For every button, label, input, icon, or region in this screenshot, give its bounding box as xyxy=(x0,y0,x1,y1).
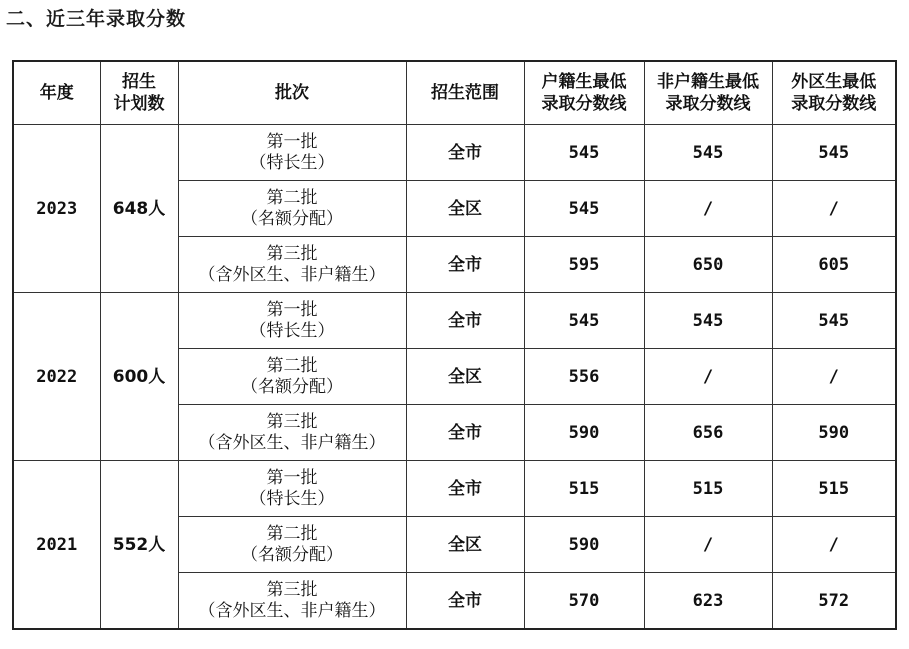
header-outdistrict-line1: 外区生最低 xyxy=(791,72,877,92)
header-local-line2: 录取分数线 xyxy=(541,94,627,114)
header-plan-line1: 招生 xyxy=(122,72,156,92)
outdistrict-score-cell: / xyxy=(772,181,896,237)
nonlocal-score-cell: / xyxy=(644,517,772,573)
plan-cell: 600人 xyxy=(100,293,178,461)
local-score-cell: 570 xyxy=(524,573,644,630)
batch-name: 第三批 xyxy=(266,243,318,264)
header-batch xyxy=(178,61,406,125)
local-score-cell: 590 xyxy=(524,517,644,573)
table-body xyxy=(13,125,896,630)
nonlocal-score-cell: / xyxy=(644,349,772,405)
batch-name: 第一批 xyxy=(266,131,318,152)
header-scope-label: 招生范围 xyxy=(431,83,499,103)
local-score-cell: 545 xyxy=(524,181,644,237)
batch-cell xyxy=(178,405,406,461)
local-score-cell: 595 xyxy=(524,237,644,293)
batch-cell xyxy=(178,181,406,237)
batch-cell xyxy=(178,573,406,630)
header-local-line1: 户籍生最低 xyxy=(541,72,627,92)
outdistrict-score-cell: 545 xyxy=(772,125,896,181)
batch-cell xyxy=(178,293,406,349)
scope-cell: 全区 xyxy=(406,349,524,405)
batch-cell xyxy=(178,237,406,293)
header-nonlocal-line2: 录取分数线 xyxy=(665,94,751,114)
header-plan-line2: 计划数 xyxy=(113,94,165,114)
header-row xyxy=(13,61,896,125)
local-score-cell: 590 xyxy=(524,405,644,461)
table-row xyxy=(13,293,896,349)
scope-cell: 全市 xyxy=(406,237,524,293)
table-header xyxy=(13,61,896,125)
outdistrict-score-cell: / xyxy=(772,517,896,573)
table-row xyxy=(13,125,896,181)
nonlocal-score-cell: 545 xyxy=(644,293,772,349)
batch-name: 第三批 xyxy=(266,579,318,600)
batch-note: （含外区生、非户籍生） xyxy=(198,600,386,621)
table-row xyxy=(13,461,896,517)
batch-note: （含外区生、非户籍生） xyxy=(198,432,386,453)
local-score-cell: 515 xyxy=(524,461,644,517)
nonlocal-score-cell: 623 xyxy=(644,573,772,630)
header-batch-label: 批次 xyxy=(275,83,309,103)
batch-name: 第二批 xyxy=(266,523,318,544)
local-score-cell: 545 xyxy=(524,125,644,181)
scope-cell: 全市 xyxy=(406,125,524,181)
batch-name: 第一批 xyxy=(266,467,318,488)
batch-note: （名额分配） xyxy=(241,376,343,397)
nonlocal-score-cell: 545 xyxy=(644,125,772,181)
nonlocal-score-cell: 515 xyxy=(644,461,772,517)
header-outdistrict-score xyxy=(772,61,896,125)
outdistrict-score-cell: / xyxy=(772,349,896,405)
year-cell: 2023 xyxy=(13,125,100,293)
nonlocal-score-cell: / xyxy=(644,181,772,237)
scope-cell: 全市 xyxy=(406,461,524,517)
nonlocal-score-cell: 650 xyxy=(644,237,772,293)
year-cell: 2021 xyxy=(13,461,100,630)
section-heading: 二、近三年录取分数 xyxy=(6,8,187,30)
header-plan xyxy=(100,61,178,125)
header-outdistrict-line2: 录取分数线 xyxy=(791,94,877,114)
plan-cell: 648人 xyxy=(100,125,178,293)
scope-cell: 全市 xyxy=(406,293,524,349)
header-year xyxy=(13,61,100,125)
scope-cell: 全区 xyxy=(406,181,524,237)
admission-score-table xyxy=(12,60,897,630)
batch-note: （名额分配） xyxy=(241,544,343,565)
batch-note: （名额分配） xyxy=(241,208,343,229)
batch-cell xyxy=(178,461,406,517)
batch-cell xyxy=(178,125,406,181)
header-year-label: 年度 xyxy=(39,83,74,103)
batch-name: 第一批 xyxy=(266,299,318,320)
local-score-cell: 545 xyxy=(524,293,644,349)
batch-name: 第二批 xyxy=(266,187,318,208)
header-nonlocal-score xyxy=(644,61,772,125)
year-cell: 2022 xyxy=(13,293,100,461)
scope-cell: 全市 xyxy=(406,573,524,630)
outdistrict-score-cell: 590 xyxy=(772,405,896,461)
batch-cell xyxy=(178,349,406,405)
plan-cell: 552人 xyxy=(100,461,178,630)
batch-note: （含外区生、非户籍生） xyxy=(198,264,386,285)
batch-note: （特长生） xyxy=(249,320,335,341)
header-local-score xyxy=(524,61,644,125)
header-nonlocal-line1: 非户籍生最低 xyxy=(657,72,759,92)
nonlocal-score-cell: 656 xyxy=(644,405,772,461)
outdistrict-score-cell: 605 xyxy=(772,237,896,293)
batch-name: 第二批 xyxy=(266,355,318,376)
scope-cell: 全区 xyxy=(406,517,524,573)
header-scope xyxy=(406,61,524,125)
batch-note: （特长生） xyxy=(249,488,335,509)
local-score-cell: 556 xyxy=(524,349,644,405)
outdistrict-score-cell: 572 xyxy=(772,573,896,630)
batch-cell xyxy=(178,517,406,573)
batch-note: （特长生） xyxy=(249,152,335,173)
outdistrict-score-cell: 515 xyxy=(772,461,896,517)
outdistrict-score-cell: 545 xyxy=(772,293,896,349)
batch-name: 第三批 xyxy=(266,411,318,432)
scope-cell: 全市 xyxy=(406,405,524,461)
